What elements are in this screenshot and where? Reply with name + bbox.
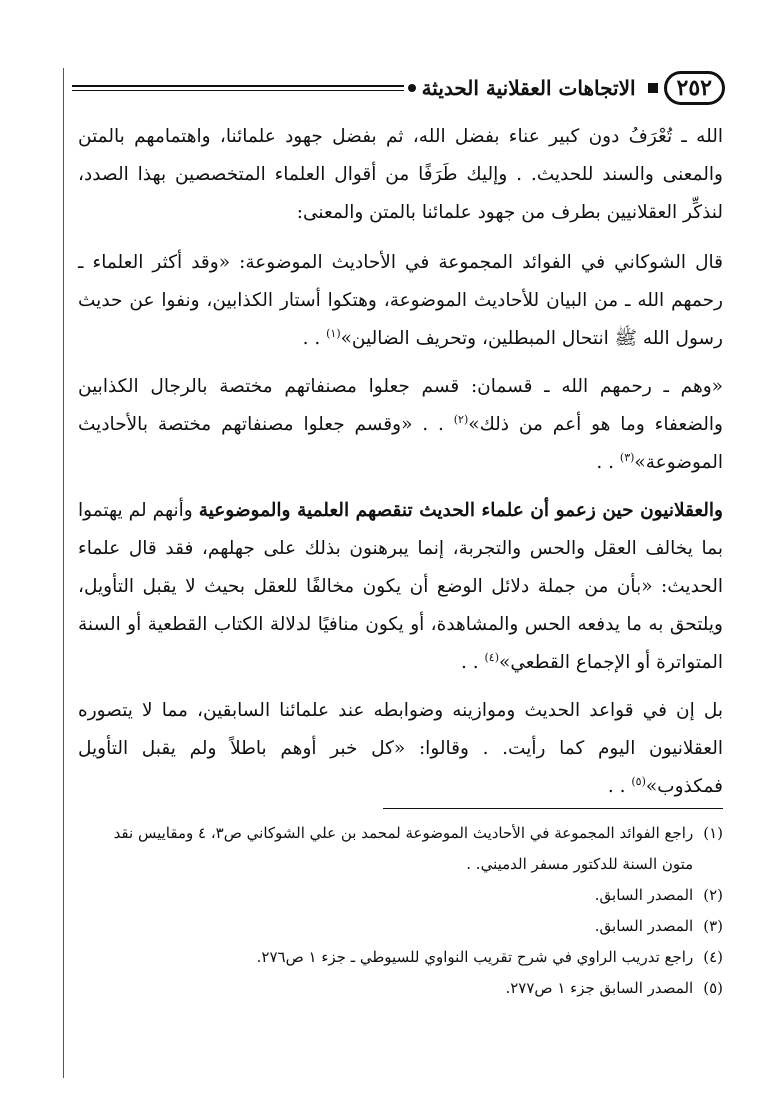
footnotes: [78, 818, 723, 1004]
footnote-ref-3: (٣): [619, 450, 635, 464]
footnote-number: (١): [703, 824, 723, 842]
footnote-item: [78, 880, 723, 911]
paragraph-3: [78, 368, 723, 482]
footnote-item: [78, 911, 723, 942]
header-title: الاتجاهات العقلانية الحديثة: [421, 76, 636, 100]
paragraph-1: [78, 118, 723, 232]
paragraph-4-end: . .: [460, 652, 485, 673]
paragraph-2-text: قال الشوكاني في الفوائد المجموعة في الأحاديث الموضوعة: «وقد أكثر العلماء ـ رحمهم الله ـ من البيان للأحاديث الموضوعة، وهتكوا أستار الكذابين، ونفوا عن حديث رسول الله ﷺ انتحال المبطلين، وتحريف الضالين»: [78, 252, 723, 349]
paragraph-2-end: . .: [302, 328, 327, 349]
paragraph-4-text: وأنهم لم يهتموا بما يخالف العقل والحس والتجربة، إنما يبرهنون بذلك على جهلهم، فقد قال علماء الحديث: «بأن من جملة دلائل الوضع أن يكون مخالفًا للعقل بحيث لا يقبل التأويل، ويلتحق به ما يدفعه الحس والمشاهدة، أو يكون منافيًا لدلالة الكتاب القطعية أو السنة المتواترة أو الإجماع القطعي»: [78, 500, 723, 673]
footnote-separator: [383, 808, 723, 809]
paragraph-5-text: بل إن في قواعد الحديث وموازينه وضوابطه عند علمائنا السابقين، مما لا يتصوره العقلانيون اليوم كما رأيت. . وقالوا: «كل خبر أوهم باطلاً ولم يقبل التأويل فمكذوب»: [78, 700, 723, 797]
footnote-text: المصدر السابق جزء ١ ص٢٧٧.: [505, 979, 694, 997]
header-square-icon: [648, 83, 658, 93]
margin-line: [63, 68, 64, 1078]
footnote-item: [78, 942, 723, 973]
footnote-text: المصدر السابق.: [594, 886, 694, 904]
footnote-item: [78, 818, 723, 880]
paragraph-3-text-a: «وهم ـ رحمهم الله ـ قسمان: قسم جعلوا مصنفاتهم مختصة بالرجال الكذابين والضعفاء وما هو أعم من ذلك»: [78, 376, 723, 435]
footnote-ref-2: (٢): [453, 412, 469, 426]
page-body: [78, 118, 723, 816]
footnote-ref-5: (٥): [631, 774, 646, 788]
paragraph-5-end: . .: [607, 776, 632, 797]
paragraph-5: [78, 692, 723, 806]
footnote-item: [78, 973, 723, 1004]
paragraph-4: [78, 492, 723, 682]
footnote-number: (٣): [703, 917, 723, 935]
header-dot-icon: [408, 84, 416, 92]
header-rule: [72, 85, 404, 91]
footnote-number: (٤): [703, 948, 723, 966]
footnote-text: المصدر السابق.: [594, 917, 694, 935]
paragraph-3-end: . .: [596, 452, 620, 473]
footnote-text: راجع تدريب الراوي في شرح تقريب النواوي للسيوطي ـ جزء ١ ص٢٧٦.: [256, 948, 694, 966]
footnote-number: (٢): [703, 886, 723, 904]
footnote-number: (٥): [703, 979, 723, 997]
paragraph-2: [78, 244, 723, 358]
page-header: [72, 68, 725, 108]
paragraph-3-text-b: . . «وقسم جعلوا مصنفاتهم مختصة بالأحاديث الموضوعة»: [78, 414, 723, 473]
footnote-ref-1: (١): [326, 326, 341, 340]
page-number: ٢٥٢: [664, 71, 725, 105]
paragraph-4-bold: والعقلانيون حين زعمو أن علماء الحديث تنقصهم العلمية والموضوعية: [198, 500, 723, 521]
footnote-ref-4: (٤): [484, 650, 499, 664]
paragraph-1-text: الله ـ تُعْرَفُ دون كبير عناء بفضل الله، ثم بفضل جهود علمائنا، واهتمامهم بالمتن والمعنى والسند للحديث. . وإليك طَرَفًا من أقوال العلماء المتخصصين بهذا الصدد، لنذكِّر العقلانيين بطرف من جهود علمائنا بالمتن والمعنى:: [78, 126, 723, 223]
footnote-text: راجع الفوائد المجموعة في الأحاديث الموضوعة لمحمد بن علي الشوكاني ص٣، ٤ ومقاييس نقد متون السنة للدكتور مسفر الدميني. .: [113, 824, 694, 873]
